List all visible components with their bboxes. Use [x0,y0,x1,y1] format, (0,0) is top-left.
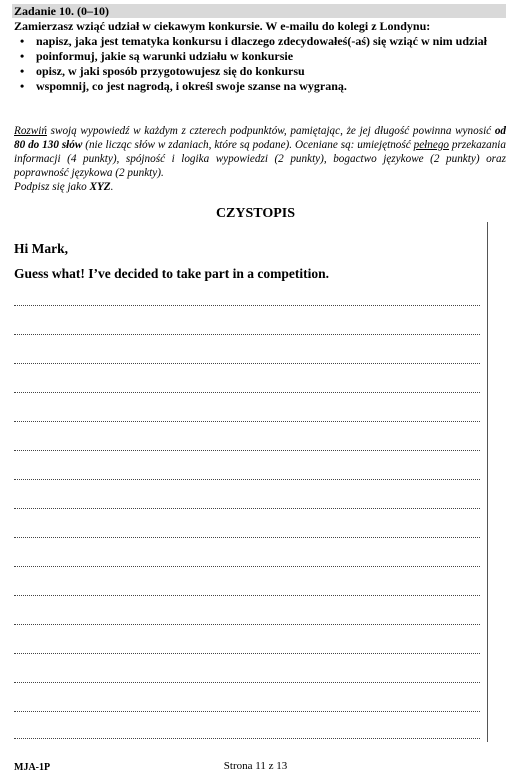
bullet-item [14,79,506,94]
writing-line[interactable] [14,479,480,480]
bullet-item [14,34,506,49]
writing-line[interactable] [14,624,480,625]
writing-line[interactable] [14,363,480,364]
instructions-keyword-develop: Rozwiń [14,125,47,137]
word-count-range: od 80 do 130 słów [14,125,506,151]
instructions-text: Podpisz się jako [14,181,90,193]
writing-line[interactable] [14,305,480,306]
writing-line[interactable] [14,595,480,596]
writing-line[interactable] [14,334,480,335]
bullet-text: opisz, w jaki sposób przygotowujesz się do konkursu [36,64,305,78]
instructions-text: swoją wypowiedź w każdym z czterech podpunktów, pamiętając, że jej długość powinna wynosić [46,125,495,137]
writing-line[interactable] [14,421,480,422]
signature-name: XYZ [89,181,111,193]
signature-instruction [14,180,506,194]
page-number: Strona 11 z 13 [223,760,288,772]
writing-line[interactable] [14,653,480,654]
bullet-item [14,64,506,79]
bullet-text: wspomnij, co jest nagrodą, i określ swoje szanse na wygraną. [36,79,347,93]
section-title: CZYSTOPIS [215,206,296,221]
writing-line[interactable] [14,566,480,567]
writing-line[interactable] [14,537,480,538]
letter-opening-sentence: Guess what! I’ve decided to take part in a competition. [14,266,329,281]
bullet-icon: • [20,49,25,63]
writing-line[interactable] [14,450,480,451]
letter-greeting: Hi Mark, [14,241,68,256]
writing-line[interactable] [14,738,480,739]
writing-line[interactable] [14,392,480,393]
instructions-keyword-full: pełnego [413,139,450,151]
instructions [14,124,506,194]
bullet-text: napisz, jaka jest tematyka konkursu i dlaczego zdecydowałeś(-aś) się wziąć w nim udział [36,34,487,48]
task-bullet-list [14,34,506,94]
writing-line[interactable] [14,682,480,683]
task-header: Zadanie 10. (0–10) [12,4,506,18]
bullet-icon: • [20,64,25,78]
bullet-text: poinformuj, jakie są warunki udziału w konkursie [36,49,294,63]
instructions-paragraph [14,124,506,180]
exam-code: MJA-1P [14,762,51,773]
instructions-text: . [110,181,114,193]
writing-line[interactable] [14,711,480,712]
bullet-icon: • [20,79,25,93]
writing-area-border [487,222,488,742]
bullet-icon: • [20,34,25,48]
instructions-text: przekazania informacji (4 punkty), spójność i logika wypowiedzi (2 punkty), bogactwo językowe (2 punkty) oraz poprawność językowa (2 punkty). [14,139,506,179]
instructions-text: (nie licząc słów w zdaniach, które są podane). Oceniane są: umiejętność [82,139,414,151]
bullet-item [14,49,506,64]
task-intro: Zamierzasz wziąć udział w ciekawym konkursie. W e-mailu do kolegi z Londynu: [14,19,431,33]
writing-line[interactable] [14,508,480,509]
